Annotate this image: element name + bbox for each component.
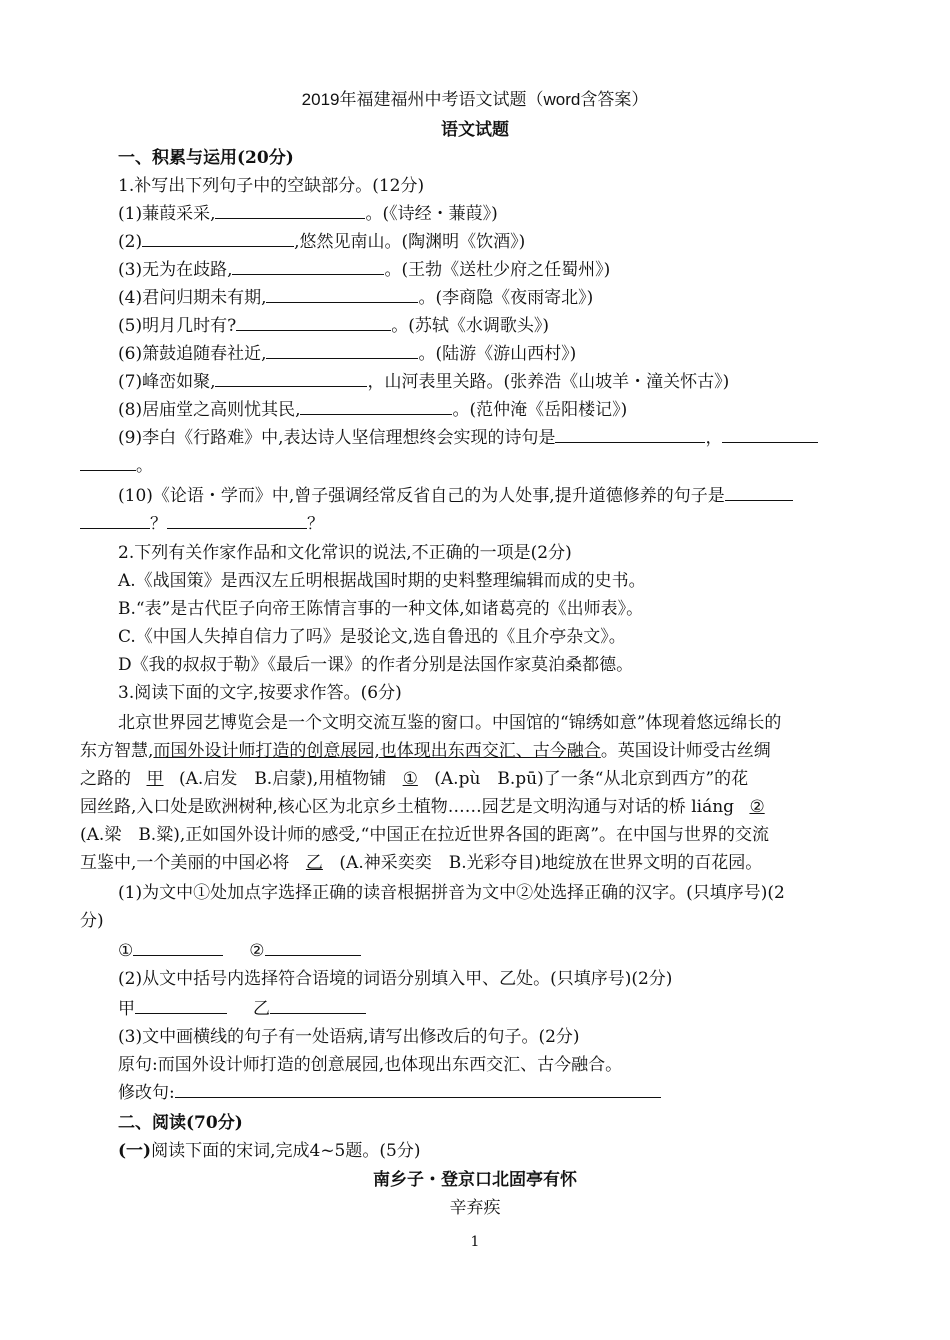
q1-item-1: (1)蒹葭采采, 。(《诗经・蒹葭》) [118, 204, 498, 224]
document-title: 2019年福建福州中考语文试题（word含答案） [301, 90, 649, 109]
answer-blank[interactable] [300, 398, 452, 415]
q3-original: 原句:而国外设计师打造的创意展园,也体现出东西交汇、古今融合。 [118, 1055, 623, 1075]
q1-item-9: (9)李白《行路难》中,表达诗人坚信理想终会实现的诗句是 ， [118, 426, 818, 450]
blank-jia: 甲 [146, 769, 164, 789]
q2-option-b: B.“表”是古代臣子向帝王陈情言事的一种文体,如诸葛亮的《出师表》。 [118, 599, 644, 619]
q1-item-4: (4)君问归期未有期, 。(李商隐《夜雨寄北》) [118, 288, 594, 308]
answer-blank[interactable] [266, 342, 418, 359]
q2-option-a: A.《战国策》是西汉左丘明根据战国时期的史料整理编辑而成的史书。 [118, 571, 646, 591]
document-subtitle: 语文试题 [441, 120, 509, 140]
q1-item-3: (3)无为在歧路, 。(王勃《送杜少府之任蜀州》) [118, 260, 611, 280]
answer-blank[interactable] [135, 997, 227, 1014]
answer-blank[interactable] [133, 939, 223, 956]
answer-blank[interactable] [266, 286, 418, 303]
section2-heading: 二、阅读(70分) [118, 1113, 243, 1133]
q1-item-8: (8)居庙堂之高则忧其民, 。(范仲淹《岳阳楼记》) [118, 400, 628, 420]
blank-yi: 乙 [305, 853, 323, 873]
q2-option-d: D《我的叔叔于勒》《最后一课》的作者分别是法国作家莫泊桑都德。 [118, 655, 634, 675]
blank-1: ① [402, 769, 418, 789]
passage-line-3: 之路的 甲 (A.启发 B.启蒙),用植物铺 ① (A.pù B.pū)了一条“从北京到西方”的花 [80, 769, 749, 789]
answer-blank[interactable] [270, 997, 366, 1014]
q1-item-9-cont: 。 [80, 454, 153, 478]
q3-sub1-answers: ① ② [118, 939, 361, 963]
q2-option-c: C.《中国人失掉自信力了吗》是驳论文,选自鲁迅的《且介亭杂文》。 [118, 627, 626, 647]
underlined-sentence: 而国外设计师打造的创意展园,也体现出东西交汇、古今融合 [153, 741, 601, 761]
blank-2: ② [749, 797, 765, 817]
answer-blank[interactable] [725, 484, 793, 501]
passage-line-6: 互鉴中,一个美丽的中国必将 乙 (A.神采奕奕 B.光彩夺目)地绽放在世界文明的百花园。 [80, 853, 763, 873]
answer-blank[interactable] [215, 202, 365, 219]
q1-item-2: (2) ,悠然见南山。(陶渊明《饮酒》) [118, 232, 526, 252]
q1-item-10: (10)《论语・学而》中,曾子强调经常反省自己的为人处事,提升道德修养的句子是 [118, 484, 793, 508]
answer-blank[interactable] [80, 454, 136, 471]
q3-sub2: (2)从文中括号内选择符合语境的词语分别填入甲、乙处。(只填序号)(2分) [118, 969, 673, 989]
passage-line-2: 东方智慧,而国外设计师打造的创意展园,也体现出东西交汇、古今融合。英国设计师受古丝绸 [80, 741, 771, 761]
q3-sub1-cont: 分) [80, 911, 104, 931]
poem-title: 南乡子・登京口北固亭有怀 [373, 1170, 577, 1190]
answer-blank[interactable] [167, 512, 307, 529]
poem-author: 辛弃疾 [449, 1198, 501, 1218]
answer-blank[interactable] [142, 230, 294, 247]
q3-sub3: (3)文中画横线的句子有一处语病,请写出修改后的句子。(2分) [118, 1027, 580, 1047]
section1-heading: 一、积累与运用(20分) [118, 148, 294, 168]
answer-blank[interactable] [722, 426, 818, 443]
q1-item-6: (6)箫鼓追随春社近, 。(陆游《游山西村》) [118, 344, 577, 364]
q3-sub1: (1)为文中①处加点字选择正确的读音根据拼音为文中②处选择正确的汉字。(只填序号)(2 [118, 883, 785, 903]
answer-blank[interactable] [236, 314, 391, 331]
answer-blank[interactable] [80, 512, 150, 529]
q3-stem: 3.阅读下面的文字,按要求作答。(6分) [118, 683, 402, 703]
q1-item-5: (5)明月几时有? 。(苏轼《水调歌头》) [118, 316, 549, 336]
page-number: 1 [470, 1234, 480, 1250]
q2-stem: 2.下列有关作家作品和文化常识的说法,不正确的一项是(2分) [118, 543, 572, 563]
q3-sub2-answers: 甲 乙 [118, 997, 366, 1021]
q3-revised: 修改句: [118, 1081, 661, 1105]
passage-line-4: 园丝路,入口处是欧洲树种,核心区为北京乡土植物……园艺是文明沟通与对话的桥 liáng ② [80, 795, 780, 819]
answer-blank[interactable] [175, 1081, 661, 1098]
q1-stem: 1.补写出下列句子中的空缺部分。(12分) [118, 176, 425, 196]
q1-item-7: (7)峰峦如聚, ，山河表里关路。(张养浩《山坡羊・潼关怀古》) [118, 372, 730, 392]
answer-blank[interactable] [265, 939, 361, 956]
answer-blank[interactable] [555, 426, 705, 443]
answer-blank[interactable] [215, 370, 367, 387]
passage-line-5: (A.梁 B.粱),正如国外设计师的感受,“中国正在拉近世界各国的距离”。在中国与世界的交流 [80, 825, 770, 845]
q1-item-10-cont: ？ ？ [80, 512, 324, 536]
answer-blank[interactable] [232, 258, 384, 275]
section2-part1: (一)阅读下面的宋词,完成4~5题。(5分) [118, 1141, 421, 1161]
passage-line-1: 北京世界园艺博览会是一个文明交流互鉴的窗口。中国馆的“锦绣如意”体现着悠远绵长的 [118, 713, 782, 733]
